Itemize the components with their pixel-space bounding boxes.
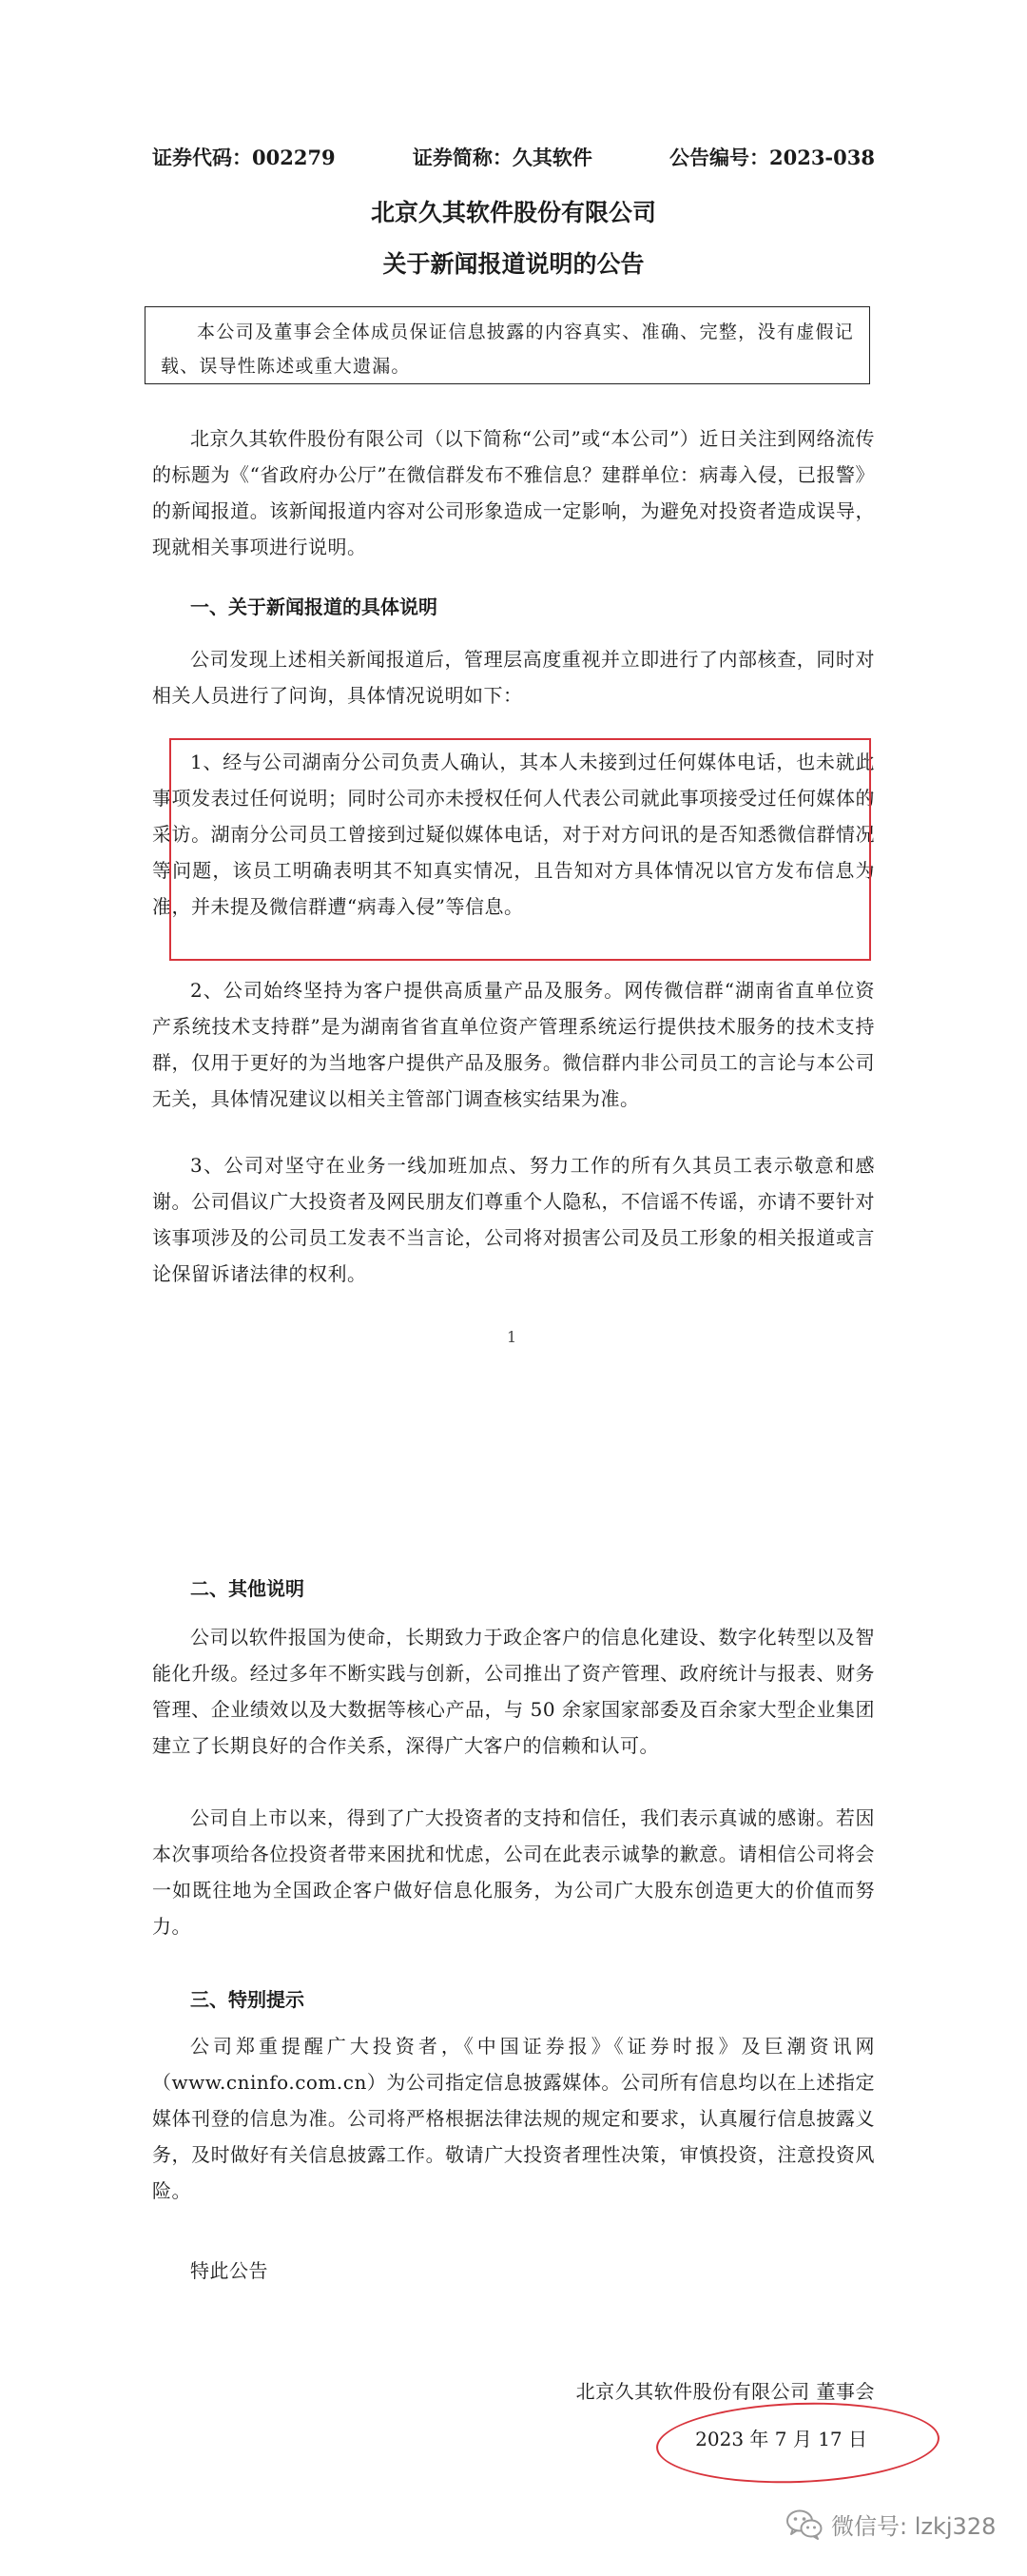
notice-number: 公告编号：2023-038 xyxy=(669,146,875,169)
section-2-heading: 二、其他说明 xyxy=(190,1577,304,1600)
highlight-box xyxy=(169,738,871,961)
intro-paragraph: 北京久其软件股份有限公司（以下简称“公司”或“本公司”）近日关注到网络流传的标题为《“省政府办公厅”在微信群发布不雅信息？建群单位：病毒入侵，已报警》的新闻报道。该新闻报道内容对公司形象造成一定影响，为避免对投资者造成误导，现就相关事项进行说明。 xyxy=(152,427,875,558)
section-3-paragraph: 公司郑重提醒广大投资者，《中国证券报》《证券时报》及巨潮资讯网（www.cninfo.com.cn）为公司指定信息披露媒体。公司所有信息均以在上述指定媒体刊登的信息为准。公司将严格根据法律法规的规定和要求，认真履行信息披露义务，及时做好有关信息披露工作。敬请广大投资者理性决策，审慎投资，注意投资风险。 xyxy=(152,2035,875,2202)
announcement-date: 2023 年 7 月 17 日 xyxy=(695,2428,867,2450)
stock-code: 证券代码：002279 xyxy=(152,146,336,169)
section-1-item-2: 2、公司始终坚持为客户提供高质量产品及服务。网传微信群“湖南省直单位资产系统技术支持群”是为湖南省省直单位资产管理系统运行提供技术服务的技术支持群，仅用于更好的为当地客户提供产品及服务。微信群内非公司员工的言论与本公司无关，具体情况建议以相关主管部门调查核实结果为准。 xyxy=(152,979,875,1110)
document-header xyxy=(152,143,875,171)
page-number: 1 xyxy=(507,1328,517,1346)
disclaimer-box: 本公司及董事会全体成员保证信息披露的内容真实、准确、完整，没有虚假记载、误导性陈述或重大遗漏。 xyxy=(145,306,870,384)
section-1-lead: 公司发现上述相关新闻报道后，管理层高度重视并立即进行了内部核查，同时对相关人员进行了问询，具体情况说明如下： xyxy=(152,648,875,707)
wechat-watermark xyxy=(785,2508,996,2541)
section-1-heading: 一、关于新闻报道的具体说明 xyxy=(190,595,437,618)
signature: 北京久其软件股份有限公司 董事会 xyxy=(575,2380,875,2403)
document-title: 关于新闻报道说明的公告 xyxy=(382,250,645,278)
section-2-paragraph-1: 公司以软件报国为使命，长期致力于政企客户的信息化建设、数字化转型以及智能化升级。经过多年不断实践与创新，公司推出了资产管理、政府统计与报表、财务管理、企业绩效以及大数据等核心产品，与 50 余家国家部委及百余家大型企业集团建立了长期良好的合作关系，深得广大客户的信赖和认可。 xyxy=(152,1626,875,1757)
closing-text: 特此公告 xyxy=(190,2259,268,2282)
wechat-icon xyxy=(785,2508,824,2541)
stock-abbreviation: 证券简称：久其软件 xyxy=(412,146,592,169)
company-title: 北京久其软件股份有限公司 xyxy=(370,199,656,226)
section-1-item-3: 3、公司对坚守在业务一线加班加点、努力工作的所有久其员工表示敬意和感谢。公司倡议广大投资者及网民朋友们尊重个人隐私，不信谣不传谣，亦请不要针对该事项涉及的公司员工发表不当言论，公司将对损害公司及员工形象的相关报道或言论保留诉诸法律的权利。 xyxy=(152,1154,875,1285)
section-1-item-1: 1、经与公司湖南分公司负责人确认，其本人未接到过任何媒体电话，也未就此事项发表过任何说明；同时公司亦未授权任何人代表公司就此事项接受过任何媒体的采访。湖南分公司员工曾接到过疑似媒体电话，对于对方问讯的是否知悉微信群情况等问题，该员工明确表明其不知真实情况，且告知对方具体情况以官方发布信息为准，并未提及微信群遭“病毒入侵”等信息。 xyxy=(152,751,875,918)
date-highlight-oval xyxy=(655,2398,941,2488)
watermark-text: 微信号: lzkj328 xyxy=(831,2513,997,2540)
section-2-paragraph-2: 公司自上市以来，得到了广大投资者的支持和信任，我们表示真诚的感谢。若因本次事项给各位投资者带来困扰和忧虑，公司在此表示诚挚的歉意。请相信公司将会一如既往地为全国政企客户做好信息化服务，为公司广大股东创造更大的价值而努力。 xyxy=(152,1806,875,1938)
section-3-heading: 三、特别提示 xyxy=(190,1988,304,2011)
